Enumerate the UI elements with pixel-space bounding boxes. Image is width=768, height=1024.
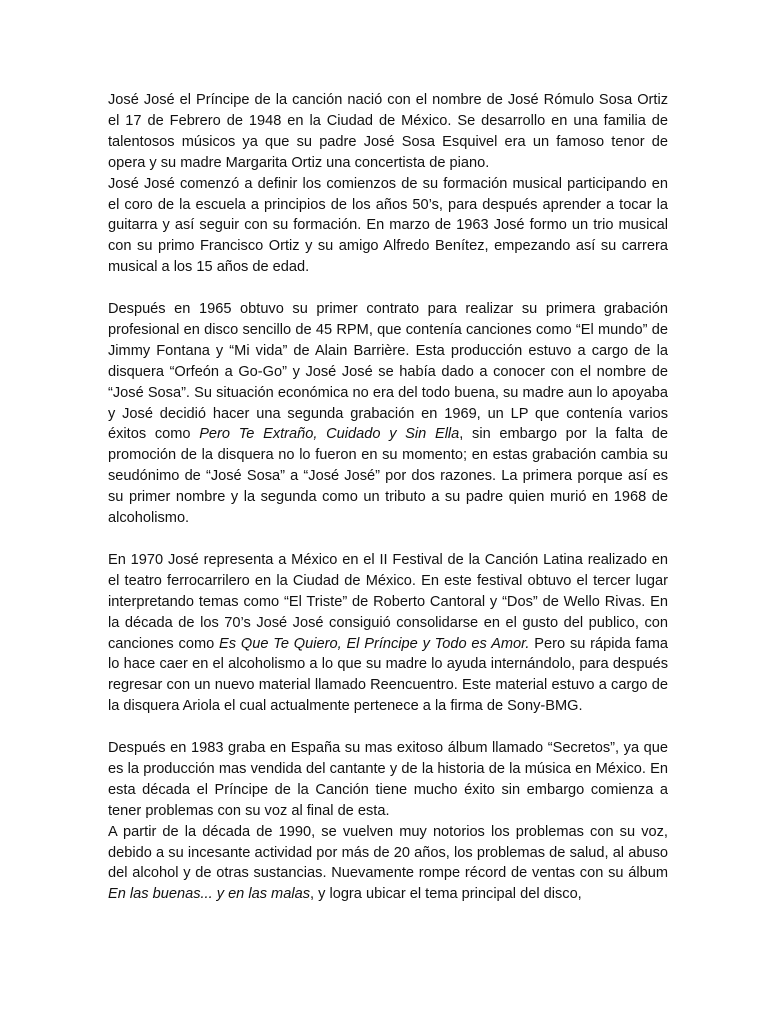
italic-album-title: En las buenas... y en las malas [108,886,310,903]
paragraph-secretos: Después en 1983 graba en España su mas exitoso álbum llamado “Secretos”, ya que es la producción mas vendida del cantante y de la historia de la música en México. En esta década el Príncipe de la Canción tiene mucho éxito sin embargo comienza a tener problemas con su voz al final de esta. [108,740,668,819]
paragraph-first-contract: Después en 1965 obtuvo su primer contrato para realizar su primera grabación profesional en disco sencillo de 45 RPM, que contenía canciones como “El mundo” de Jimmy Fontana y “Mi vida” de Alain Barrière. Esta producción estuvo a cargo de la disquera “Orfeón a Go-Go” y José José se había dado a conocer con el nombre de “José Sosa”. Su situación económica no era del todo buena, su madre aun lo apoyaba y José decidió hacer una segunda grabación en 1969, un LP que contenía varios éxitos como Pero Te Extraño, Cuidado y Sin Ella, sin embargo por la falta de promoción de la disquera no lo fueron en su momento; en estas grabación cambia su seudónimo de “José Sosa” a “José José” por dos razones. La primera porque así es su primer nombre y la segunda como un tributo a su padre quien murió en 1968 de alcoholismo. [108,301,669,527]
paragraph-birth: José José el Príncipe de la canción nació con el nombre de José Rómulo Sosa Ortiz el 17 de Febrero de 1948 en la Ciudad de México. Se desarrollo en una familia de talentosos músicos ya que su padre José Sosa Esquivel era un famoso tenor de opera y su madre Margarita Ortiz una concertista de piano. [108,92,668,171]
document-body [108,90,668,905]
paragraph-festival: En 1970 José representa a México en el II Festival de la Canción Latina realizado en el teatro ferrocarrilero en la Ciudad de México. En este festival obtuvo el tercer lugar interpretando temas como “El Triste” de Roberto Cantoral y “Dos” de Wello Rivas. En la década de los 70’s José José consiguió consolidarse en el gusto del publico, con canciones como Es Que Te Quiero, El Príncipe y Todo es Amor. Pero su rápida fama lo hace caer en el alcoholismo a lo que su madre lo ayuda internándolo, para después regresar con un nuevo material llamado Reencuentro. Este material estuvo a cargo de la disquera Ariola el cual actualmente pertenece a la firma de Sony-BMG. [108,551,668,715]
paragraph-gap [108,717,668,738]
paragraph-gap [108,278,668,299]
italic-song-titles: Pero Te Extraño, Cuidado y Sin Ella [199,426,460,443]
paragraph-voice-problems: A partir de la década de 1990, se vuelven muy notorios los problemas con su voz, debido a su incesante actividad por más de 20 años, los problemas de salud, al abuso del alcohol y de otras sustancias. Nuevamente rompe récord de ventas con su álbum En las buenas... y en las malas, y logra ubicar el tema principal del disco, [108,823,668,903]
paragraph-early-training: José José comenzó a definir los comienzos de su formación musical participando en el coro de la escuela a principios de los años 50’s, para después aprender a tocar la guitarra y así seguir con su formación. En marzo de 1963 José formo un trio musical con su primo Francisco Ortiz y su amigo Alfredo Benítez, empezando así su carrera musical a los 15 años de edad. [108,175,668,276]
paragraph-gap [108,529,668,550]
italic-song-titles: Es Que Te Quiero, El Príncipe y Todo es Amor. [219,635,530,652]
